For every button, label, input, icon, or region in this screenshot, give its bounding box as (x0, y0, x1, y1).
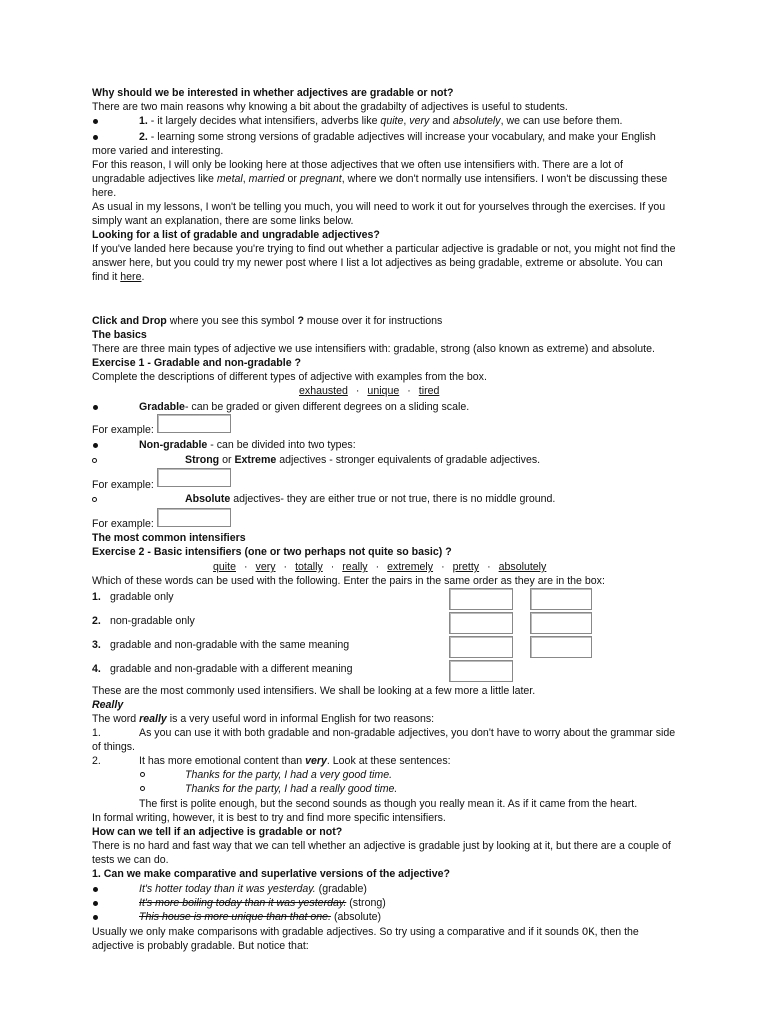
exercise-1-instructions: Complete the descriptions of different types of adjective with examples from the box. (92, 371, 487, 383)
paragraph-line: For this reason, I will only be looking here at those adjectives that we often use intensifiers with. There are a lot of (92, 159, 623, 171)
example-sentence: Thanks for the party, I had a very good time. (185, 769, 393, 781)
item-number: 1. (92, 591, 101, 603)
paragraph-line: As usual in my lessons, I won't be telling you much, you will need to work it out for yourselves through the exercises. If you (92, 201, 666, 213)
basics-text: There are three main types of adjective we use intensifiers with: gradable, strong (also known as extreme) and absolute. (92, 343, 655, 355)
explanation-text: The first is polite enough, but the second sounds as though you really mean it. As if it came from the heart. (139, 798, 638, 810)
answer-field[interactable] (449, 660, 513, 682)
item-number: 4. (92, 663, 101, 675)
circle-bullet-icon (140, 786, 145, 791)
item-number: 2. (92, 615, 101, 627)
reason-text: It has more emotional content than very. Look at these sentences: (139, 755, 451, 767)
heading-really: Really (92, 699, 124, 711)
intensifiers-note: These are the most commonly used intensifiers. We shall be looking at a few more a little later. (92, 685, 536, 697)
absolute-description: Absolute adjectives- they are either true or not true, there is no middle ground. (185, 493, 556, 505)
heading-why-gradable: Why should we be interested in whether adjectives are gradable or not? (92, 87, 454, 99)
item-text: non-gradable only (110, 615, 195, 627)
paragraph-line: adjective is probably gradable. But notice that: (92, 940, 309, 952)
comparison-example: It's more boiling today than it was yesterday. (strong) (139, 897, 386, 909)
gradable-description: Gradable- can be graded or given different degrees on a sliding scale. (139, 401, 470, 413)
item-text: gradable and non-gradable with the same meaning (110, 639, 350, 651)
list-number: 1. (92, 727, 101, 739)
reason-2-continued: more varied and interesting. (92, 145, 224, 157)
circle-bullet-icon (140, 772, 145, 777)
word-box: exhausted · unique · tired (299, 385, 440, 397)
bullet-icon (93, 119, 98, 124)
circle-bullet-icon (92, 497, 97, 502)
reason-2: 2. - learning some strong versions of gradable adjectives will increase your vocabulary, and make your English (139, 131, 656, 143)
heading-how-to-tell: How can we tell if an adjective is gradable or not? (92, 826, 343, 838)
draggable-word[interactable]: tired (418, 385, 440, 397)
non-gradable-description: Non-gradable - can be divided into two types: (139, 439, 356, 451)
help-icon[interactable]: ? (297, 315, 304, 327)
draggable-word[interactable]: extremely (387, 561, 434, 573)
comparison-example: This house is more unique than that one. (absolute) (139, 911, 382, 923)
comparison-example: It's hotter today than it was yesterday. (gradable) (139, 883, 367, 895)
bullet-icon (93, 405, 98, 410)
paragraph-line: here. (92, 187, 117, 199)
heading-basics: The basics (92, 329, 147, 341)
answer-field[interactable] (530, 588, 592, 610)
strong-description: Strong or Extreme adjectives - stronger equivalents of gradable adjectives. (185, 454, 541, 466)
gradable-drop-field[interactable] (157, 414, 231, 433)
really-intro: The word really is a very useful word in informal English for two reasons: (92, 713, 435, 725)
draggable-word[interactable]: pretty (452, 561, 480, 573)
here-link[interactable]: here (120, 271, 142, 283)
heading-comparative-test: 1. Can we make comparative and superlative versions of the adjective? (92, 868, 450, 880)
formal-writing-note: In formal writing, however, it is best to try and find more specific intensifiers. (92, 812, 446, 824)
reason-text: As you can use it with both gradable and non-gradable adjectives, you don't have to worry about the grammar side (139, 727, 676, 739)
exercise-2-instructions: Which of these words can be used with the following. Enter the pairs in the same order as they are in the box: (92, 575, 605, 587)
heading-common-intensifiers: The most common intensifiers (92, 532, 246, 544)
for-example-label: For example: (92, 518, 154, 530)
answer-field[interactable] (449, 612, 513, 634)
paragraph-line: answer here, but you could try my newer post where I list a lot adjectives as being gradable, extreme or absolute. You can (92, 257, 663, 269)
intensifier-word-box: quite · very · totally · really · extremely · pretty · absolutely (213, 561, 547, 573)
paragraph-line: If you've landed here because you're trying to find out whether a particular adjective is gradable or not, you might not find the (92, 243, 676, 255)
absolute-drop-field[interactable] (157, 508, 231, 527)
draggable-word[interactable]: unique (367, 385, 400, 397)
answer-field[interactable] (449, 588, 513, 610)
item-text: gradable and non-gradable with a different meaning (110, 663, 353, 675)
reason-1: 1. - it largely decides what intensifiers, adverbs like quite, very and absolutely, we can use before them. (139, 115, 623, 127)
strong-drop-field[interactable] (157, 468, 231, 487)
circle-bullet-icon (92, 458, 97, 463)
for-example-label: For example: (92, 479, 154, 491)
heading-list-link: Looking for a list of gradable and ungradable adjectives? (92, 229, 380, 241)
bullet-icon (93, 901, 98, 906)
exercise-2-heading: Exercise 2 - Basic intensifiers (one or two perhaps not quite so basic) ? (92, 546, 452, 558)
draggable-word[interactable]: really (342, 561, 368, 573)
paragraph-line: Usually we only make comparisons with gradable adjectives. So try using a comparative and if it sounds OK, then the (92, 926, 639, 939)
list-number: 2. (92, 755, 101, 767)
answer-field[interactable] (530, 636, 592, 658)
paragraph-line: There is no hard and fast way that we can tell whether an adjective is gradable just by looking at it, but there are a couple of (92, 840, 671, 852)
draggable-word[interactable]: totally (295, 561, 323, 573)
draggable-word[interactable]: absolutely (498, 561, 547, 573)
paragraph-line: ungradable adjectives like metal, married or pregnant, where we don't normally use intensifiers. I won't be discussing these (92, 173, 668, 185)
answer-field[interactable] (530, 612, 592, 634)
draggable-word[interactable]: exhausted (299, 385, 348, 397)
draggable-word[interactable]: very (255, 561, 276, 573)
exercise-1-heading: Exercise 1 - Gradable and non-gradable ? (92, 357, 301, 369)
paragraph-line: simply want an explanation, there are some links below. (92, 215, 354, 227)
answer-field[interactable] (449, 636, 513, 658)
reason-text-continued: of things. (92, 741, 135, 753)
item-number: 3. (92, 639, 101, 651)
bullet-icon (93, 887, 98, 892)
example-sentence: Thanks for the party, I had a really good time. (185, 783, 398, 795)
draggable-word[interactable]: quite (213, 561, 236, 573)
bullet-icon (93, 443, 98, 448)
paragraph-line: tests we can do. (92, 854, 169, 866)
paragraph-line: find it here. (92, 271, 145, 283)
click-and-drop-instructions: Click and Drop where you see this symbol ? mouse over it for instructions (92, 315, 443, 327)
item-text: gradable only (110, 591, 174, 603)
bullet-icon (93, 915, 98, 920)
for-example-label: For example: (92, 424, 154, 436)
bullet-icon (93, 135, 98, 140)
intro-paragraph: There are two main reasons why knowing a bit about the gradabilty of adjectives is useful to students. (92, 101, 568, 113)
